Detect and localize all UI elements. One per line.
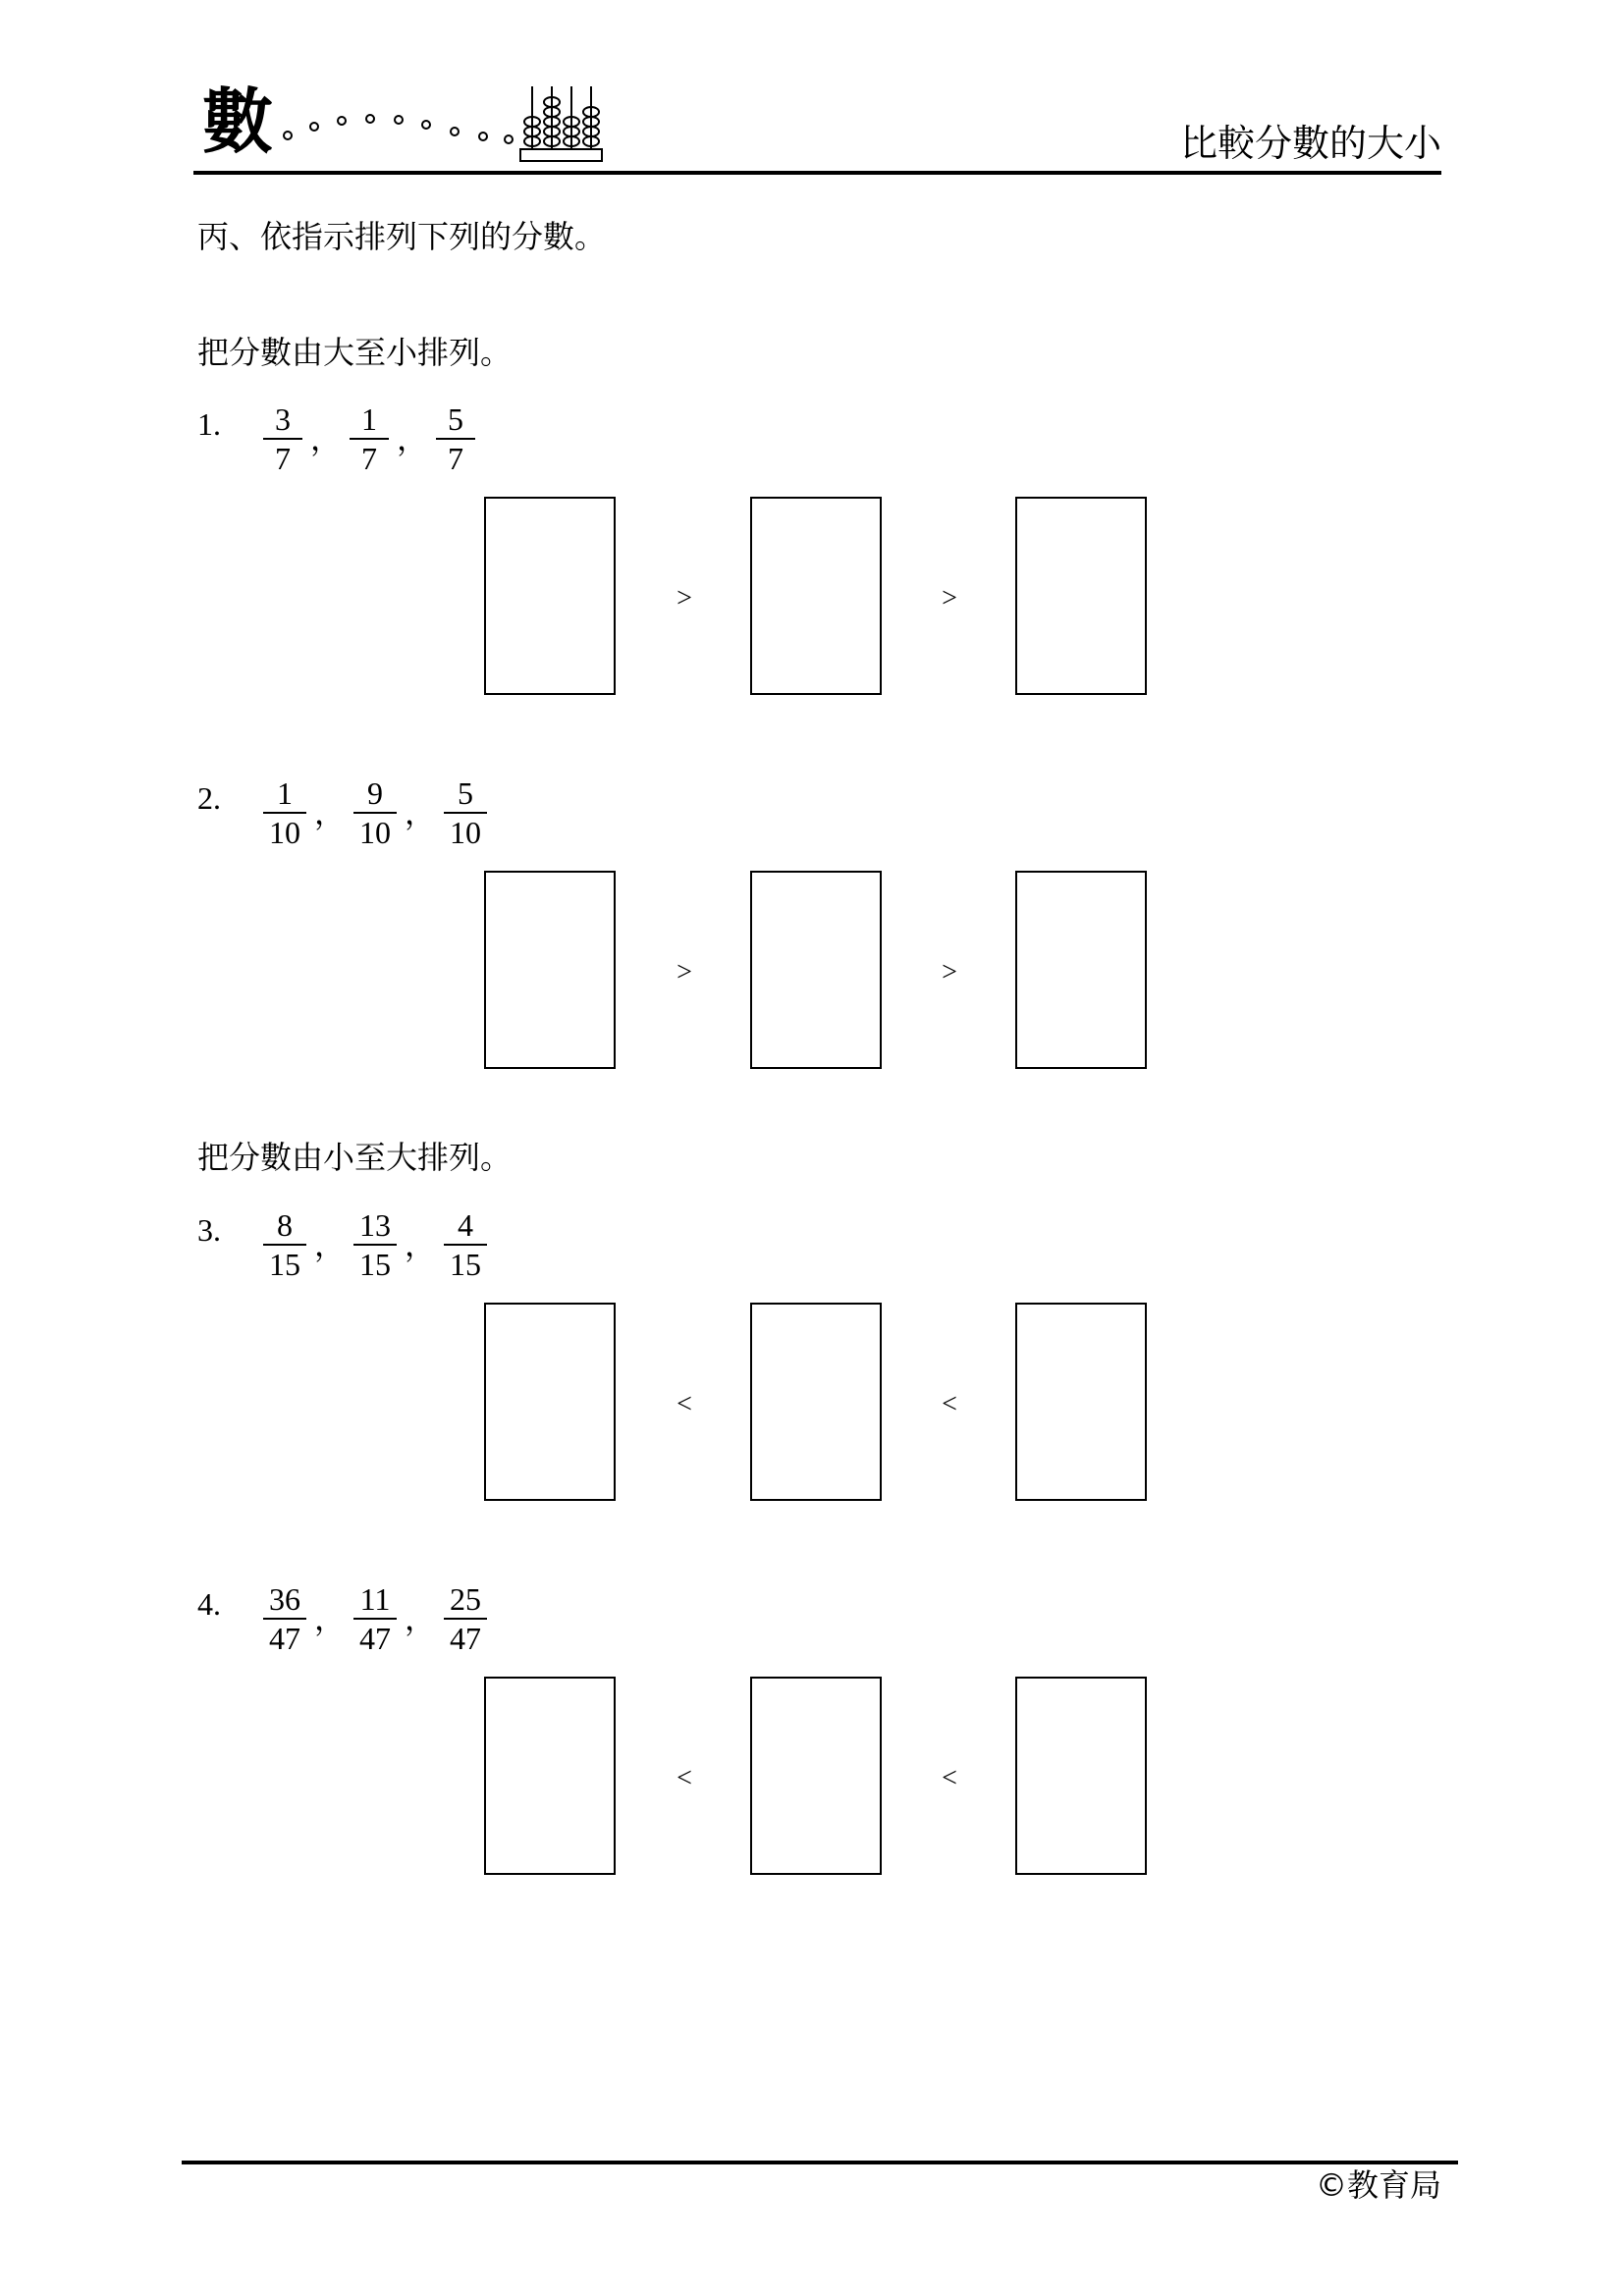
group-instruction-ascending: 把分數由小至大排列。 bbox=[197, 1139, 513, 1176]
separator: ， bbox=[313, 795, 346, 830]
fraction-list bbox=[263, 400, 475, 477]
answer-box[interactable] bbox=[484, 1303, 616, 1501]
fraction-list bbox=[263, 1580, 487, 1657]
numerator: 11 bbox=[359, 1581, 391, 1617]
separator: ， bbox=[313, 1227, 346, 1262]
fraction bbox=[444, 1580, 487, 1657]
question-number: 3. bbox=[197, 1212, 221, 1248]
comparison-sign: < bbox=[677, 1389, 692, 1419]
numerator: 1 bbox=[361, 401, 377, 437]
denominator: 47 bbox=[269, 1621, 300, 1656]
numerator: 8 bbox=[277, 1207, 293, 1243]
answer-box[interactable] bbox=[750, 1677, 882, 1875]
separator: ， bbox=[404, 795, 436, 830]
answer-box[interactable] bbox=[750, 1303, 882, 1501]
denominator: 15 bbox=[450, 1247, 481, 1282]
answer-box[interactable] bbox=[1015, 1303, 1147, 1501]
separator: ， bbox=[396, 421, 428, 456]
denominator: 15 bbox=[359, 1247, 391, 1282]
denominator: 47 bbox=[450, 1621, 481, 1656]
footer-divider bbox=[182, 2161, 1458, 2164]
fraction-list bbox=[263, 774, 487, 851]
denominator: 10 bbox=[450, 815, 481, 850]
fraction bbox=[263, 774, 306, 851]
fraction-list bbox=[263, 1206, 487, 1283]
fraction bbox=[353, 1206, 397, 1283]
denominator: 7 bbox=[361, 441, 377, 476]
fraction bbox=[263, 1206, 306, 1283]
numerator: 3 bbox=[275, 401, 291, 437]
numerator: 5 bbox=[448, 401, 463, 437]
comparison-sign: > bbox=[677, 583, 692, 614]
comparison-sign: < bbox=[677, 1763, 692, 1793]
denominator: 10 bbox=[269, 815, 300, 850]
numerator: 13 bbox=[359, 1207, 391, 1243]
numerator: 1 bbox=[277, 775, 293, 811]
answer-box[interactable] bbox=[1015, 497, 1147, 695]
answer-box[interactable] bbox=[484, 497, 616, 695]
denominator: 15 bbox=[269, 1247, 300, 1282]
answer-box[interactable] bbox=[750, 497, 882, 695]
answer-box[interactable] bbox=[1015, 1677, 1147, 1875]
denominator: 10 bbox=[359, 815, 391, 850]
numerator: 5 bbox=[458, 775, 473, 811]
separator: ， bbox=[309, 421, 342, 456]
question-number: 4. bbox=[197, 1586, 221, 1622]
denominator: 47 bbox=[359, 1621, 391, 1656]
numerator: 25 bbox=[450, 1581, 481, 1617]
copyright-text: ©教育局 bbox=[1315, 2166, 1441, 2204]
fraction bbox=[353, 774, 397, 851]
fraction bbox=[436, 400, 475, 477]
header-divider bbox=[193, 171, 1441, 175]
separator: ， bbox=[404, 1601, 436, 1636]
fraction bbox=[444, 774, 487, 851]
comparison-sign: > bbox=[677, 957, 692, 988]
denominator: 7 bbox=[448, 441, 463, 476]
comparison-sign: < bbox=[942, 1389, 957, 1419]
numerator: 9 bbox=[367, 775, 383, 811]
answer-box[interactable] bbox=[484, 1677, 616, 1875]
fraction bbox=[444, 1206, 487, 1283]
page-title: 比較分數的大小 bbox=[1179, 122, 1441, 165]
group-instruction-descending: 把分數由大至小排列。 bbox=[197, 334, 513, 371]
question-number: 1. bbox=[197, 406, 221, 442]
answer-box[interactable] bbox=[484, 871, 616, 1069]
fraction bbox=[353, 1580, 397, 1657]
fraction bbox=[263, 1580, 306, 1657]
denominator: 7 bbox=[275, 441, 291, 476]
numerator: 4 bbox=[458, 1207, 473, 1243]
comparison-sign: > bbox=[942, 583, 957, 614]
separator: ， bbox=[313, 1601, 346, 1636]
numerator: 36 bbox=[269, 1581, 300, 1617]
comparison-sign: < bbox=[942, 1763, 957, 1793]
answer-box[interactable] bbox=[1015, 871, 1147, 1069]
fraction bbox=[350, 400, 389, 477]
separator: ， bbox=[404, 1227, 436, 1262]
answer-box[interactable] bbox=[750, 871, 882, 1069]
question-number: 2. bbox=[197, 780, 221, 816]
section-heading: 丙、依指示排列下列的分數。 bbox=[197, 218, 607, 255]
fraction bbox=[263, 400, 302, 477]
comparison-sign: > bbox=[942, 957, 957, 988]
logo-character: 數 bbox=[202, 80, 272, 163]
